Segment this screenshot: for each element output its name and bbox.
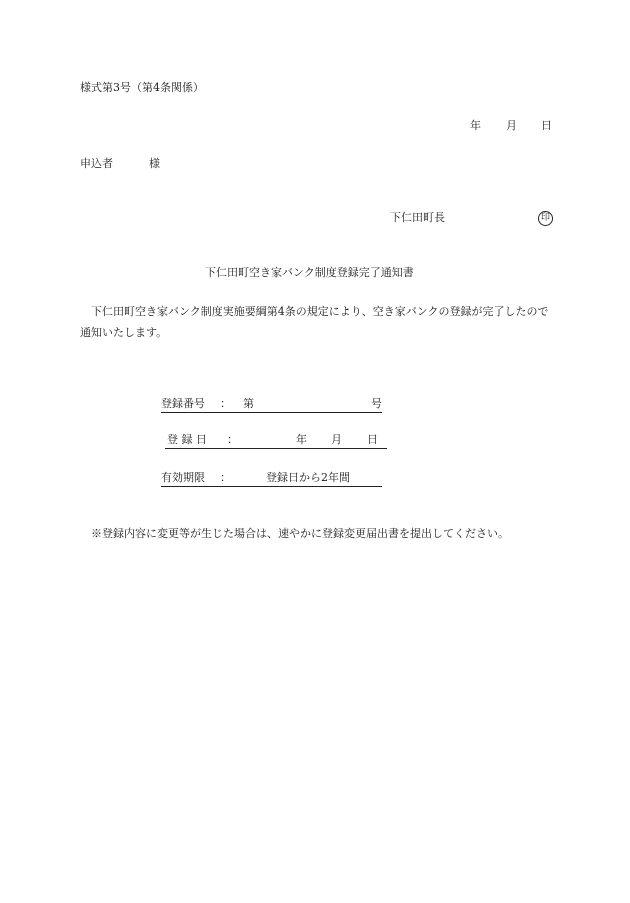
date-month-label: 月 — [506, 119, 517, 132]
document-title: 下仁田町空き家バンク制度登録完了通知書 — [205, 266, 414, 279]
validity-period-value: 登録日から2年間 — [266, 471, 350, 484]
applicant-label: 申込者 — [80, 157, 113, 170]
registration-date-day: 日 — [367, 433, 378, 446]
form-number: 様式第3号（第4条関係） — [80, 81, 204, 94]
validity-period-label: 有効期限 — [161, 471, 205, 484]
note-text: ※登録内容に変更等が生じた場合は、速やかに登録変更届出書を提出してください。 — [91, 527, 509, 540]
issuer-title: 下仁田町長 — [390, 211, 445, 224]
date-day-label: 日 — [541, 119, 552, 132]
registration-number-prefix: 第 — [243, 397, 254, 410]
registration-number-colon: ： — [220, 397, 231, 410]
registration-date-month: 月 — [331, 433, 342, 446]
validity-period-colon: ： — [220, 471, 231, 484]
date-year-label: 年 — [470, 119, 481, 132]
registration-date-colon: ： — [227, 433, 238, 446]
registration-date-year: 年 — [296, 433, 307, 446]
registration-number-suffix: 号 — [371, 397, 382, 410]
seal-mark: 印 — [538, 211, 553, 226]
registration-number-label: 登録番号 — [161, 397, 205, 410]
body-text: 下仁田町空き家バンク制度実施要綱第4条の規定により、空き家バンクの登録が完了したので通知いたします。 — [80, 305, 549, 339]
applicant-honorific: 様 — [149, 157, 160, 170]
registration-date-label: 登 録 日 — [167, 433, 207, 446]
